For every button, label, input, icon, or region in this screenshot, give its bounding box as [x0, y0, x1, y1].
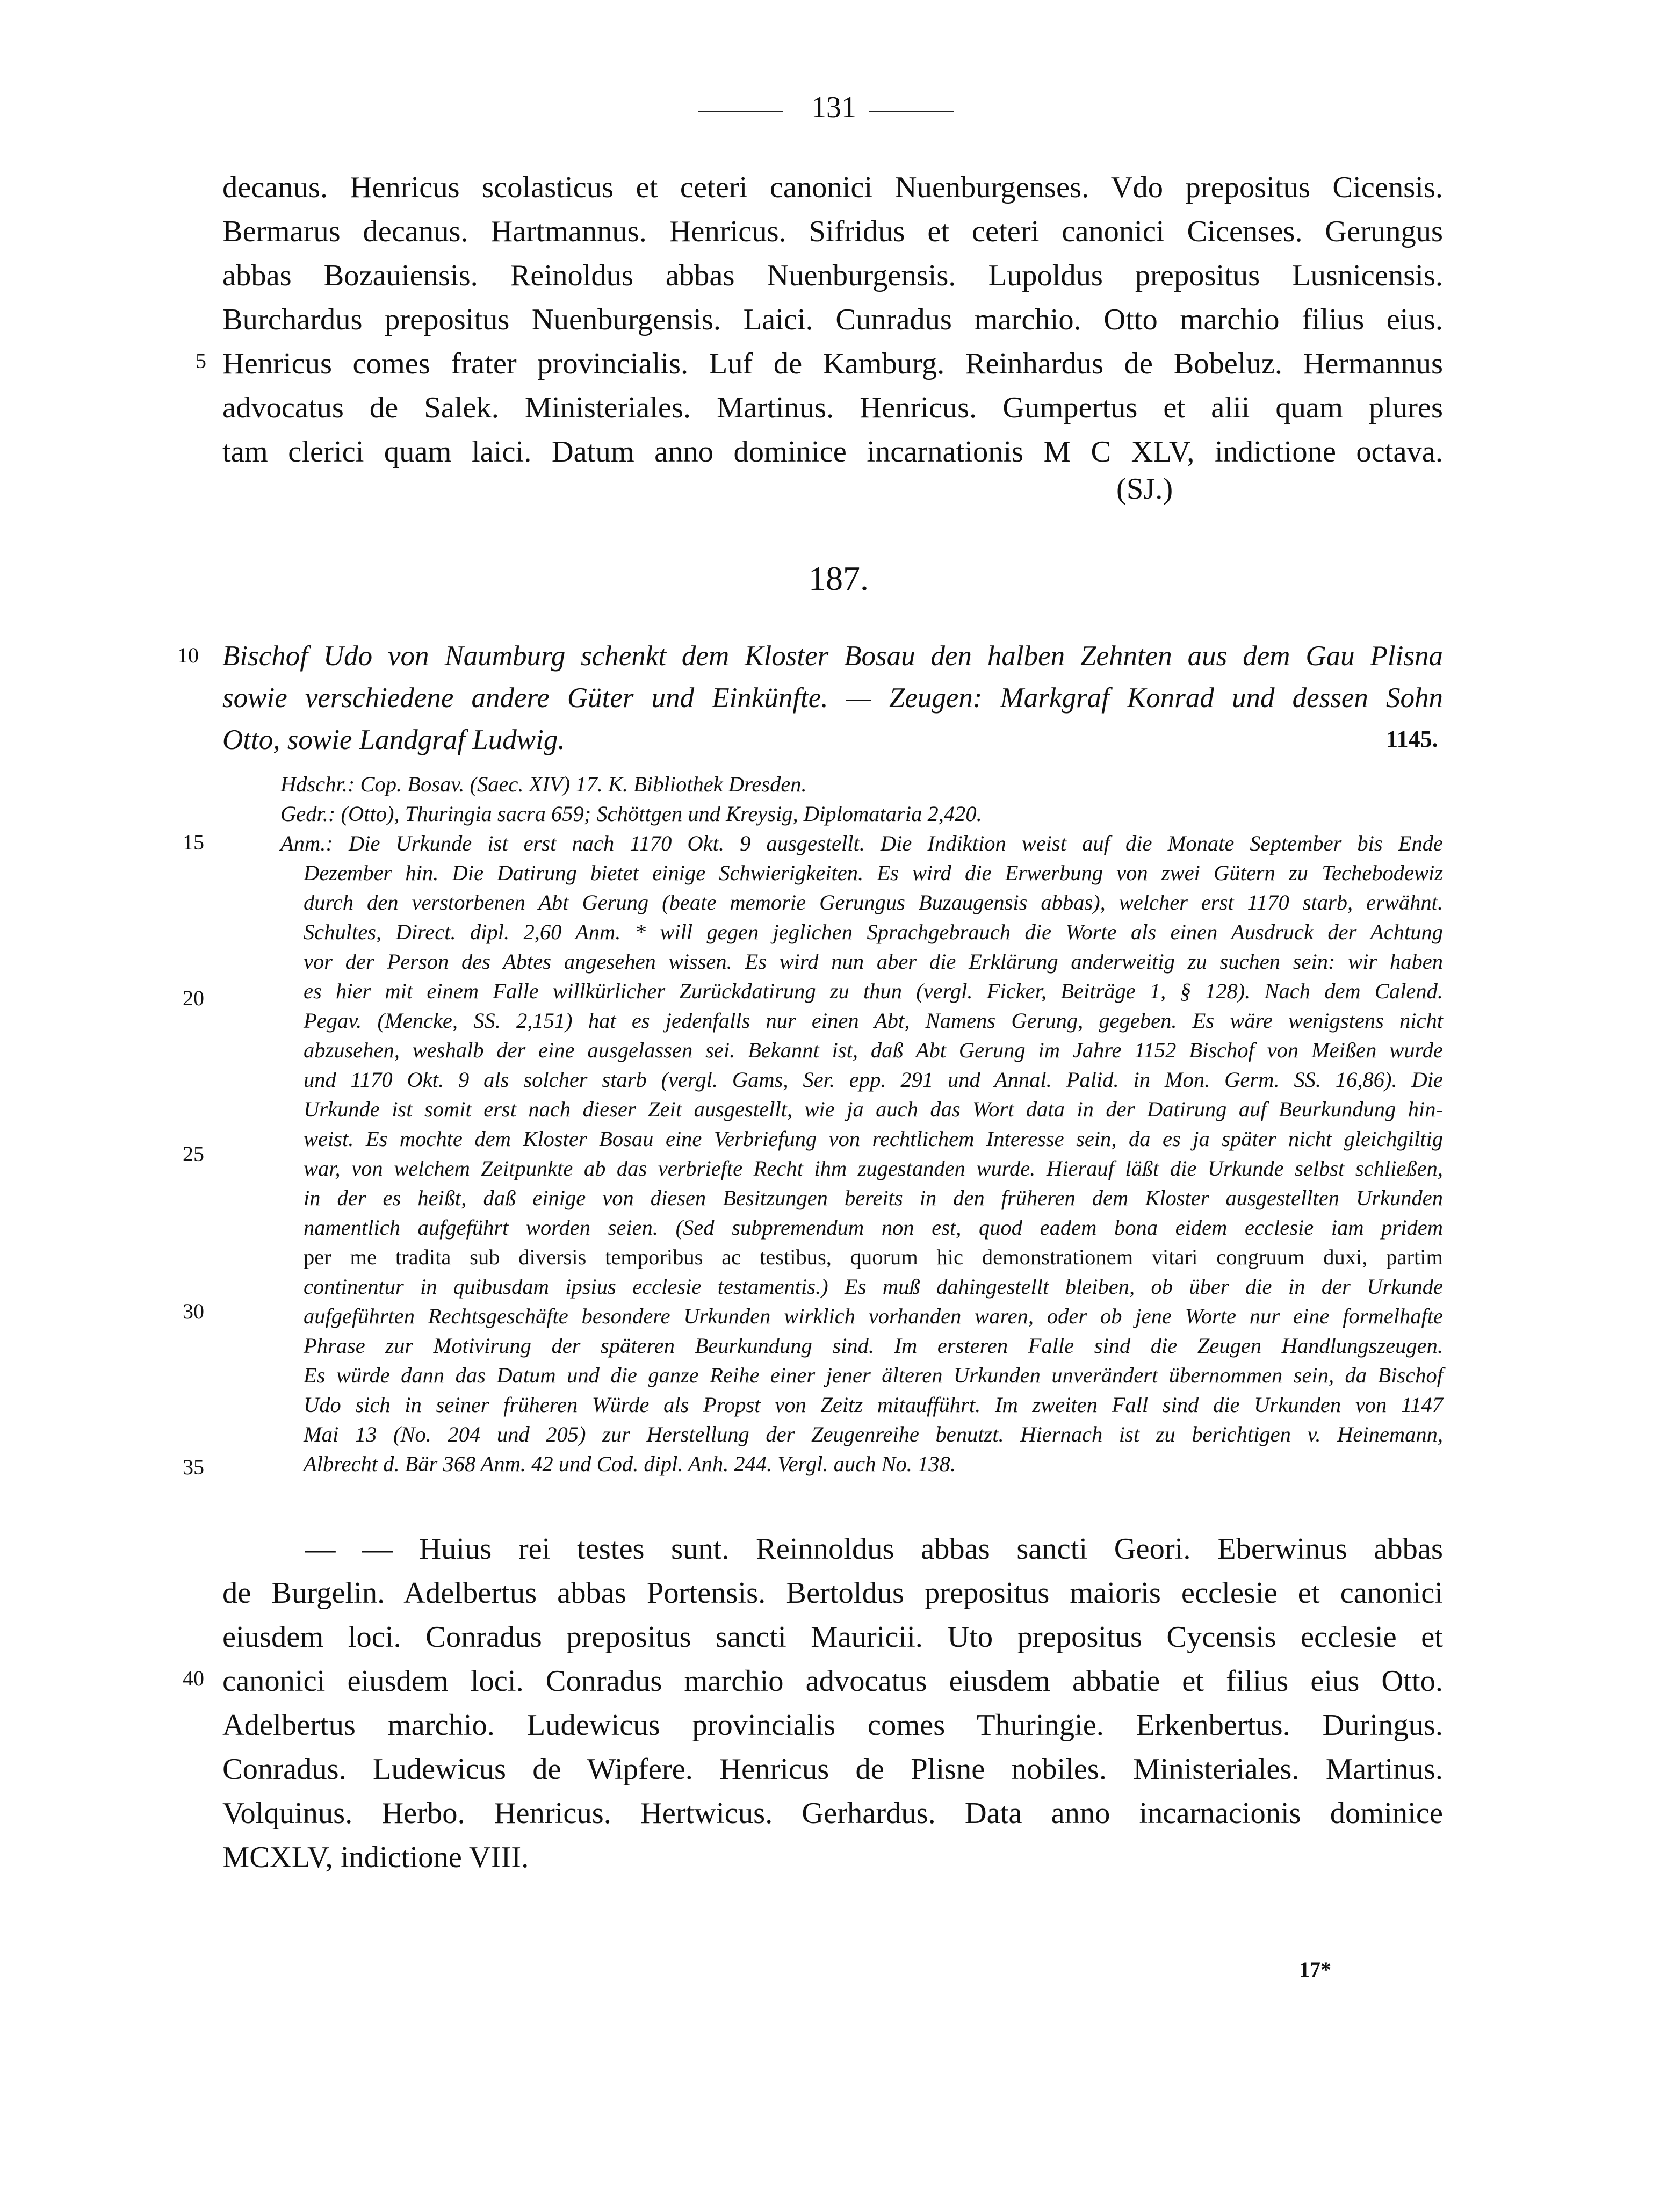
regest-line: Otto, sowie Landgraf Ludwig. [222, 724, 565, 755]
note-line: durch den verstorbenen Abt Gerung (beate memorie Gerungus Buzaugensis abbas), welcher erst 1170 starb, erwähnt. [304, 890, 1443, 914]
note-line: in der es heißt, daß einige von diesen Besitzungen bereits in den früheren dem Kloster ausgestellten Urkunden [304, 1186, 1443, 1210]
note-line: war, von welchem Zeitpunkte ab das verbriefte Recht ihm zugestanden wurde. Hierauf läßt die Urkunde selbst schließen, [304, 1156, 1443, 1180]
bottom-text-line: MCXLV, indictione VIII. [222, 1841, 529, 1874]
line-number: 15 [183, 830, 204, 854]
editor-signature: (SJ.) [1116, 472, 1173, 506]
note-line: abzusehen, weshalb der eine ausgelassen sei. Bekannt ist, daß Abt Gerung im Jahre 1152 Bischof von Meißen wurde [304, 1038, 1443, 1062]
note-line: Pegav. (Mencke, SS. 2,151) hat es jedenfalls nur einen Abt, Namens Gerung, gegeben. Es wäre wenigstens nicht [304, 1008, 1443, 1033]
page-number: 131 [811, 91, 856, 124]
note-line: Schultes, Direct. dipl. 2,60 Anm. * will gegen jeglichen Sprachgebrauch die Worte als einen Ausdruck der Achtung [304, 920, 1443, 944]
document-number: 187. [809, 559, 869, 597]
top-text-line: decanus. Henricus scolasticus et ceteri canonici Nuenburgenses. Vdo prepositus Cicensis. [222, 171, 1443, 204]
note-line: Gedr.: (Otto), Thuringia sacra 659; Schöttgen und Kreysig, Diplomataria 2,420. [280, 802, 982, 826]
note-line: vor der Person des Abtes angesehen wissen. Es wird nun aber die Erklärung anderweitig zu suchen sein: wir haben [304, 949, 1443, 974]
note-line: Es würde dann das Datum und die ganze Reihe einer jener älteren Urkunden unverändert übernommen sein, da Bischof [304, 1363, 1443, 1387]
top-text-line: abbas Bozauiensis. Reinoldus abbas Nuenburgensis. Lupoldus prepositus Lusnicensis. [222, 259, 1443, 292]
top-text-line: Burchardus prepositus Nuenburgensis. Laici. Cunradus marchio. Otto marchio filius eius. [222, 303, 1443, 336]
note-line: Mai 13 (No. 204 und 205) zur Herstellung der Zeugenreihe benutzt. Hiernach ist zu berichtigen v. Heinemann, [304, 1422, 1443, 1446]
document-date: 1145. [1386, 726, 1438, 752]
note-line: Albrecht d. Bär 368 Anm. 42 und Cod. dipl. Anh. 244. Vergl. auch No. 138. [304, 1452, 956, 1476]
top-text-line: Henricus comes frater provincialis. Luf de Kamburg. Reinhardus de Bobeluz. Hermannus [222, 347, 1443, 380]
note-line: Phrase zur Motivirung der späteren Beurkundung sind. Im ersteren Falle sind die Zeugen Handlungszeugen. [304, 1334, 1443, 1358]
header-rule-right [869, 111, 954, 112]
bottom-text-line: eiusdem loci. Conradus prepositus sancti Mauricii. Uto prepositus Cycensis ecclesie et [222, 1620, 1443, 1654]
bottom-text-line: Volquinus. Herbo. Henricus. Hertwicus. Gerhardus. Data anno incarnacionis dominice [222, 1797, 1443, 1830]
note-line: Dezember hin. Die Datirung bietet einige Schwierigkeiten. Es wird die Erwerbung von zwei Gütern zu Techebodewiz [304, 861, 1443, 885]
note-line: continentur in quibusdam ipsius ecclesie testamentis.) Es muß dahingestellt bleiben, ob über die in der Urkunde [304, 1274, 1443, 1299]
line-number: 35 [183, 1455, 204, 1479]
note-line: Urkunde ist somit erst nach dieser Zeit ausgestellt, wie ja auch das Wort data in der Datirung auf Beurkundung hin- [304, 1097, 1443, 1121]
note-line: Udo sich in seiner früheren Würde als Propst von Zeitz mitaufführt. Im zweiten Fall sind die Urkunden von 1147 [304, 1393, 1443, 1417]
line-number: 10 [177, 643, 199, 667]
line-number: 25 [183, 1142, 204, 1166]
top-text-line: tam clerici quam laici. Datum anno dominice incarnationis M C XLV, indictione octava. [222, 435, 1443, 469]
top-text-line: advocatus de Salek. Ministeriales. Martinus. Henricus. Gumpertus et alii quam plures [222, 391, 1443, 424]
line-number: 20 [183, 986, 204, 1010]
line-number: 5 [196, 349, 206, 373]
regest-line: Bischof Udo von Naumburg schenkt dem Kloster Bosau den halben Zehnten aus dem Gau Plisna [222, 640, 1443, 672]
note-line: Hdschr.: Cop. Bosav. (Saec. XIV) 17. K. Bibliothek Dresden. [280, 772, 807, 796]
note-line: per me tradita sub diversis temporibus ac testibus, quorum hic demonstrationem vitari congruum duxi, partim [304, 1245, 1443, 1269]
bottom-text-line: canonici eiusdem loci. Conradus marchio advocatus eiusdem abbatie et filius eius Otto. [222, 1665, 1443, 1698]
note-line: weist. Es mochte dem Kloster Bosau eine Verbriefung von rechtlichem Interesse sein, da es ja später nicht gleichgiltig [304, 1127, 1443, 1151]
bottom-text-line: Conradus. Ludewicus de Wipfere. Henricus de Plisne nobiles. Ministeriales. Martinus. [222, 1753, 1443, 1786]
bottom-text-line: — — Huius rei testes sunt. Reinnoldus abbas sancti Geori. Eberwinus abbas [305, 1532, 1443, 1566]
note-line: Anm.: Die Urkunde ist erst nach 1170 Okt. 9 ausgestellt. Die Indiktion weist auf die Monate September bis Ende [280, 831, 1443, 855]
line-number: 30 [183, 1299, 204, 1323]
signature-mark: 17* [1299, 1957, 1331, 1982]
note-line: namentlich aufgeführt worden seien. (Sed subpremendum non est, quod eadem bona eidem ecclesie iam pridem [304, 1215, 1443, 1240]
note-line: aufgeführten Rechtsgeschäfte besondere Urkunden wirklich vorhanden waren, oder ob jene Worte nur eine formelhafte [304, 1304, 1443, 1328]
bottom-text-line: Adelbertus marchio. Ludewicus provincialis comes Thuringie. Erkenbertus. Duringus. [222, 1709, 1443, 1742]
header-rule-left [698, 111, 783, 112]
regest-line: sowie verschiedene andere Güter und Einkünfte. — Zeugen: Markgraf Konrad und dessen Sohn [222, 682, 1443, 714]
note-line: es hier mit einem Falle willkürlicher Zurückdatirung zu thun (vergl. Ficker, Beiträge 1, § 128). Nach dem Calend. [304, 979, 1443, 1003]
bottom-text-line: de Burgelin. Adelbertus abbas Portensis. Bertoldus prepositus maioris ecclesie et canonici [222, 1576, 1443, 1610]
line-number: 40 [183, 1666, 204, 1690]
note-line: und 1170 Okt. 9 als solcher starb (vergl. Gams, Ser. epp. 291 und Annal. Palid. in Mon. Germ. SS. 16,86). Die [304, 1068, 1443, 1092]
top-text-line: Bermarus decanus. Hartmannus. Henricus. Sifridus et ceteri canonici Cicenses. Gerungus [222, 215, 1443, 248]
